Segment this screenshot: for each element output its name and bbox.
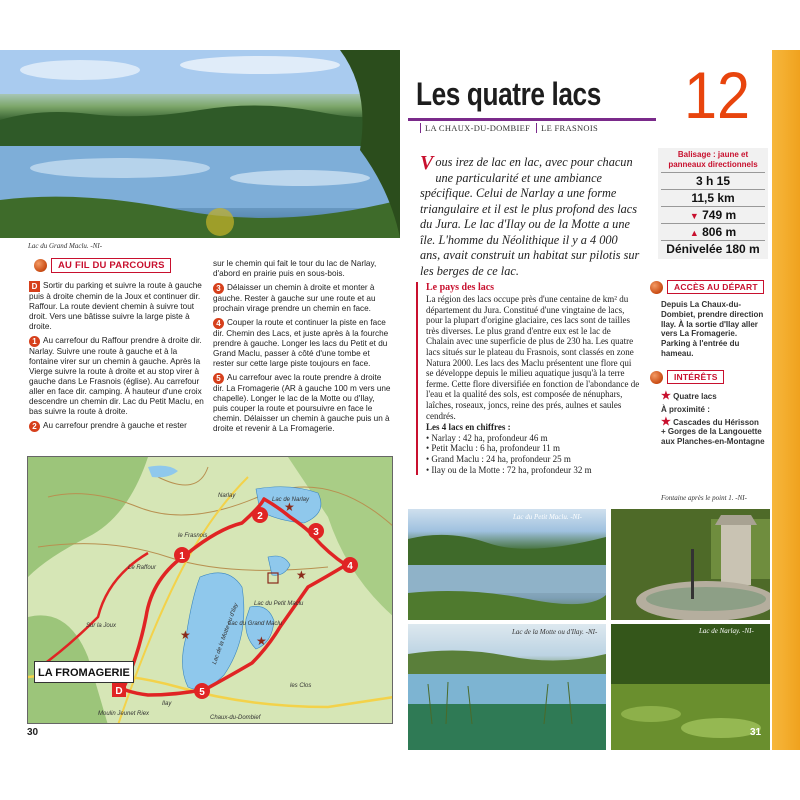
map-label-grand-maclu: Lac du Grand Maclu [228, 621, 283, 627]
triangle-down-icon: ▼ [689, 211, 699, 221]
page-title: Les quatre lacs [416, 76, 601, 112]
map-marker-2: 2 [257, 511, 263, 522]
orange-ball-icon [34, 259, 47, 272]
title-underline [408, 118, 656, 121]
photo-motte-ilay-art [408, 624, 606, 750]
distance: 11,5 km [661, 190, 765, 207]
figures-title: Les 4 lacs en chiffres : [426, 422, 511, 433]
location-1: LA CHAUX-DU-DOMBIEF [420, 123, 530, 133]
step-number-icon: 2 [29, 421, 40, 432]
step-number-icon: 4 [213, 318, 224, 329]
map-marker-D: D [115, 686, 123, 697]
map-label-chaux: Chaux-du-Dombief [210, 715, 261, 721]
step-number-icon: 5 [213, 373, 224, 384]
map-star-icon: ★ [180, 628, 191, 642]
step-number-icon: 3 [213, 283, 224, 294]
start-marker-icon: D [29, 281, 40, 292]
alt-min-row: ▼ 749 m [661, 207, 765, 224]
map-star-icon: ★ [284, 500, 295, 514]
acces-header [650, 280, 764, 294]
steps-column-1 [29, 281, 207, 432]
top-lake-photo-art [0, 50, 400, 238]
figure-item: • Ilay ou de la Motte : 72 ha, profondeur 32 m [426, 464, 592, 475]
acces-title: ACCÈS AU DÉPART [667, 280, 764, 294]
photo-caption: Lac de Narlay. -NI- [699, 627, 754, 635]
orange-ball-icon [650, 281, 663, 294]
top-photo-caption: Lac du Grand Maclu. -NI- [28, 242, 103, 250]
step-4: 4 Couper la route et continuer la piste en face dir. Chemin des Lacs, et juste après à la fourche prendre à gauche. Longer les lacs du Petit et du Grand Maclu, passer à côté d'une tombe et rester sur cette large piste toujours en face. [213, 318, 389, 368]
lead-paragraph: Vous irez de lac en lac, avec pour chacun une particularité et une ambiance spécifique. Celui de Narlay a une forme triangulaire et il est le plus profond des lacs du Jura. Le lac d'Ilay ou de la Motte a une île. L'homme du Néolithique il y a 4 000 ans, avait construit un habitat sur pilotis sur les berges de ce lac. [420, 152, 640, 278]
photo-petit-maclu-art [408, 509, 606, 620]
section-title: AU FIL DU PARCOURS [51, 258, 171, 273]
photo-fontaine-art [611, 509, 770, 620]
step-3: 3 Délaisser un chemin à droite et monter à gauche. Rester à gauche sur une route et au prochain virage prendre un chemin en face. [213, 283, 376, 313]
figure-item: • Grand Maclu : 24 ha, profondeur 25 m [426, 453, 571, 464]
map-label-clos: les Clos [290, 683, 312, 689]
step-1: 1 Au carrefour du Raffour prendre à droite dir. Narlay. Suivre une route à gauche et à la fontaine virer sur un chemin à gauche. Après la Vierge suivre la route à droite et au stop virer à gauche dans Le Frasnois (église). Au carrefour aller en face dir. camping. À hauteur d'une croix descendre un chemin dir. Lac du Petit Maclu, en bas suivre la route à droite. [29, 336, 204, 416]
acces-text: Depuis La Chaux-du-Dombiet, prendre direction Ilay. À la sortie d'Ilay aller vers La Fromagerie. Parking à l'entrée du hameau. [661, 300, 764, 358]
alt-max-row: ▲ 806 m [661, 224, 765, 241]
map-marker-5: 5 [199, 687, 205, 698]
step-D: D Sortir du parking et suivre la route à gauche puis à droite chemin de la Joux et continuer dir. Raffour. La route devient chemin à suivre tout droit. Vers une bâtisse suivre la large piste à droite. [29, 281, 202, 331]
drop-cap: V [420, 152, 434, 174]
map-label-narlay: Narlay [218, 493, 236, 499]
duration: 3 h 15 [661, 173, 765, 190]
photo-fontaine [611, 509, 770, 620]
interets-header [650, 370, 724, 384]
interets-list [661, 392, 765, 447]
route-info-box [658, 148, 768, 259]
step-2: 2 Au carrefour prendre à gauche et rester [29, 421, 207, 432]
route-map [27, 456, 393, 724]
triangle-up-icon: ▲ [689, 228, 699, 238]
route-map-art [28, 457, 393, 724]
map-label-moulin: Moulin Jeunet Riex [98, 711, 150, 717]
figure-item: • Narlay : 42 ha, profondeur 46 m [426, 432, 548, 443]
star-icon: ★ [661, 415, 671, 428]
map-label-motte: Lac de la Motte ou d'Ilay [211, 602, 240, 666]
pays-des-lacs-box [416, 282, 641, 475]
proximite-item: ★ Cascades du Hérisson + Gorges de la Langouette aux Planches-en-Montagne [661, 415, 765, 447]
map-label-ilay: Ilay [162, 701, 172, 707]
balisage-text: Balisage : jaune et panneaux directionnels [661, 150, 765, 173]
location-bar [420, 123, 598, 133]
orange-ball-icon [650, 371, 663, 384]
map-star-icon: ★ [296, 568, 307, 582]
figure-item: • Petit Maclu : 6 ha, profondeur 11 m [426, 443, 561, 454]
map-marker-3: 3 [313, 527, 319, 538]
proximite-label: À proximité : [661, 404, 710, 414]
steps-column-2 [213, 259, 391, 434]
step-number-icon: 1 [29, 336, 40, 347]
photo-caption: Lac de la Motte ou d'Ilay. -NI- [512, 628, 598, 636]
right-page-number: 31 [750, 727, 762, 738]
map-start-label: LA FROMAGERIE [34, 661, 134, 683]
star-icon: ★ [661, 390, 671, 402]
interet-item: ★ Quatre lacs [661, 390, 717, 402]
step-2-continued: sur le chemin qui fait le tour du lac de Narlay, d'abord en prairie puis en sous-bois. [213, 259, 377, 278]
photo-petit-maclu [408, 509, 606, 620]
step-5: 5 Au carrefour avec la route prendre à droite dir. La Fromagerie (AR à gauche 100 m vers une chapelle). Longer le lac de la Motte ou d'Ilay, puis couper la route et poursuivre en face le chemin. Délaisser un chemin à gauche puis un à droite et revenir à La Fromagerie. [213, 373, 391, 433]
pays-text: La région des lacs occupe près d'une centaine de km² du département du Jura. Constitué d'une vingtaine de lacs, pour la plupart d'origine glaciaire, ces lacs sont de tailles très diverses. Le plus grand d'entre eux est le lac de Chalain avec une superficie de plus de 230 ha. Les quatre lacs situés sur le plateau du Frasnois, sont classés en zone Natura 2000. Les lacs des Maclu présentent une flore qui se développe depuis le milieu aquatique jusqu'à la terre ferme. Cette flore diversifiée en fonction de l'abondance de l'eau et la qualité des sols, est composée de nénuphars, laîches, roseaux, joncs, reine des prés, aulnes et saules cendrés. [426, 294, 640, 421]
map-marker-4: 4 [347, 561, 353, 572]
map-label-petit-maclu: Lac du Petit Maclu [254, 601, 304, 607]
map-label-narlay-lake: Lac de Narlay [272, 497, 310, 503]
photo-narlay-art [611, 624, 770, 750]
top-lake-photo [0, 50, 400, 238]
photo-narlay [611, 624, 770, 750]
map-label-frasnois: le Frasnois [178, 533, 208, 539]
denivele: Dénivelée 180 m [666, 242, 760, 256]
map-marker-1: 1 [179, 551, 185, 562]
map-star-icon: ★ [256, 634, 267, 648]
orange-side-strip [772, 50, 800, 750]
fontaine-caption: Fontaine après le point 1. -NI- [661, 494, 747, 502]
pays-title: Le pays des lacs [426, 282, 495, 293]
left-page-number: 30 [27, 727, 39, 738]
map-label-joux: Sur la Joux [86, 623, 117, 629]
location-2: LE FRASNOIS [536, 123, 598, 133]
photo-caption: Lac du Petit Maclu. -NI- [512, 513, 582, 521]
route-number: 12 [684, 58, 751, 132]
interets-title: INTÉRÊTS [667, 370, 724, 384]
photo-motte-ilay [408, 624, 606, 750]
map-label-raffour: Le Raffour [128, 565, 157, 571]
section-header-parcours [34, 258, 171, 273]
